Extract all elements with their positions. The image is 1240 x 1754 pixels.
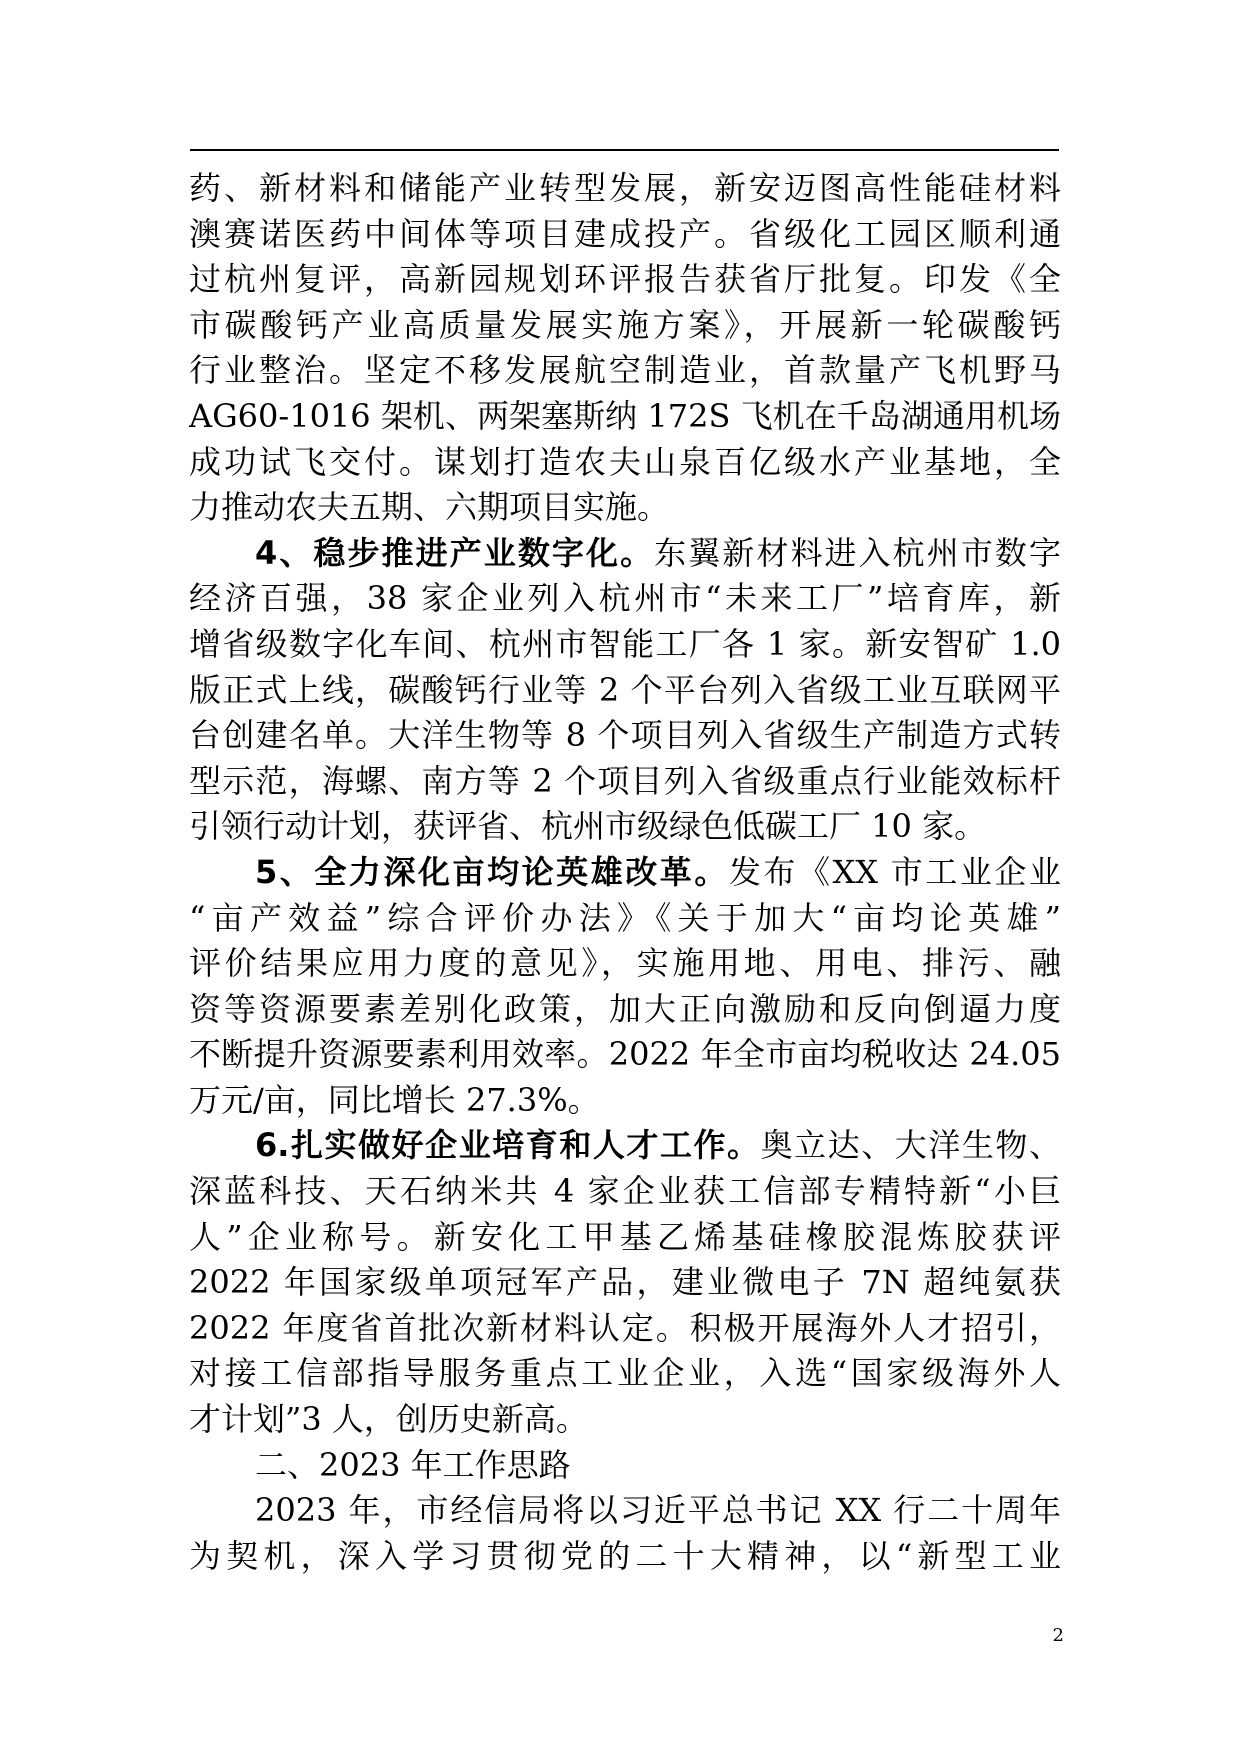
text-line (189, 804, 1061, 850)
line-text: 深蓝科技、天石纳米共 4 家企业获工信部专精特新“小巨 (189, 1172, 1061, 1211)
text-line (189, 850, 1061, 896)
line-text: 才计划”3 人，创历史新高。 (189, 1400, 588, 1439)
line-text: 2023 年，市经信局将以习近平总书记 XX 行二十周年 (255, 1491, 1061, 1530)
text-line (189, 1351, 1061, 1397)
text-line (189, 668, 1061, 714)
line-text: 人”企业称号。新安化工甲基乙烯基硅橡胶混炼胶获评 (189, 1217, 1061, 1256)
text-line (189, 440, 1061, 486)
line-text: 2022 年度省首批次新材料认定。积极开展海外人才招引， (189, 1308, 1061, 1347)
text-line (189, 1123, 1061, 1169)
text-line (189, 1260, 1061, 1306)
text-line (189, 1032, 1061, 1078)
page-number: 2 (1052, 1625, 1064, 1646)
text-line (189, 1306, 1061, 1352)
text-line (189, 485, 1061, 531)
line-text: 版正式上线，碳酸钙行业等 2 个平台列入省级工业互联网平 (189, 670, 1061, 709)
section-heading: 5、全力深化亩均论英雄改革。 (255, 852, 729, 891)
text-line (189, 576, 1061, 622)
text-line (189, 713, 1061, 759)
text-line (189, 348, 1061, 394)
section-heading: 6.扎实做好企业培育和人才工作。 (255, 1126, 761, 1165)
line-text: 药、新材料和储能产业转型发展，新安迈图高性能硅材料 (189, 169, 1061, 207)
line-text: 二、2023 年工作思路 (255, 1445, 571, 1484)
line-text: 经济百强，38 家企业列入杭州市“未来工厂”培育库，新 (189, 579, 1061, 618)
line-text: 过杭州复评，高新园规划环评报告获省厅批复。印发《全 (189, 260, 1061, 299)
text-line (189, 531, 1061, 577)
text-line (189, 257, 1061, 303)
line-text: 力推动农夫五期、六期项目实施。 (189, 488, 670, 527)
text-line (189, 896, 1061, 942)
line-text: 澳赛诺医药中间体等项目建成投产。省级化工园区顺利通 (189, 214, 1061, 253)
text-line (189, 1488, 1061, 1534)
line-text: 万元/亩，同比增长 27.3%。 (189, 1080, 600, 1119)
line-text: 东翼新材料进入杭州市数字 (654, 533, 1061, 572)
section-heading: 4、稳步推进产业数字化。 (255, 533, 655, 572)
text-line (189, 1534, 1061, 1580)
text-line (189, 987, 1061, 1033)
line-text: 评价结果应用力度的意见》，实施用地、用电、排污、融 (189, 944, 1061, 983)
line-text: 资等资源要素差别化政策，加大正向激励和反向倒逼力度 (189, 989, 1061, 1028)
text-line (189, 303, 1061, 349)
line-text: 发布《XX 市工业企业 (728, 852, 1061, 891)
header-rule (190, 149, 1059, 151)
text-line (189, 1078, 1061, 1124)
text-line (189, 166, 1061, 212)
text-line (189, 1169, 1061, 1215)
line-text: 引领行动计划，获评省、杭州市级绿色低碳工厂 10 家。 (189, 807, 987, 846)
line-text: 增省级数字化车间、杭州市智能工厂各 1 家。新安智矿 1.0 (189, 624, 1061, 663)
line-text: 不断提升资源要素利用效率。2022 年全市亩均税收达 24.05 (189, 1035, 1061, 1074)
text-line (189, 212, 1061, 258)
text-line (189, 759, 1061, 805)
line-text: “亩产效益”综合评价办法》《关于加大“亩均论英雄” (189, 898, 1061, 937)
text-line (189, 1215, 1061, 1261)
line-text: 行业整治。坚定不移发展航空制造业，首款量产飞机野马 (189, 351, 1061, 390)
line-text: 台创建名单。大洋生物等 8 个项目列入省级生产制造方式转 (189, 716, 1061, 755)
text-line (189, 941, 1061, 987)
line-text: 型示范，海螺、南方等 2 个项目列入省级重点行业能效标杆 (189, 761, 1061, 800)
text-line (189, 1443, 1061, 1489)
line-text: AG60-1016 架机、两架塞斯纳 172S 飞机在千岛湖通用机场 (189, 396, 1061, 435)
line-text: 为契机，深入学习贯彻党的二十大精神，以“新型工业 (189, 1536, 1061, 1575)
line-text: 对接工信部指导服务重点工业企业，入选“国家级海外人 (189, 1354, 1061, 1393)
line-text: 奥立达、大洋生物、 (760, 1126, 1061, 1165)
text-line (189, 1397, 1061, 1443)
line-text: 成功试飞交付。谋划打造农夫山泉百亿级水产业基地，全 (189, 442, 1061, 481)
line-text: 市碳酸钙产业高质量发展实施方案》，开展新一轮碳酸钙 (189, 305, 1061, 344)
text-line (189, 394, 1061, 440)
line-text: 2022 年国家级单项冠军产品，建业微电子 7N 超纯氨获 (189, 1263, 1061, 1302)
document-body (189, 166, 1061, 1579)
text-line (189, 622, 1061, 668)
